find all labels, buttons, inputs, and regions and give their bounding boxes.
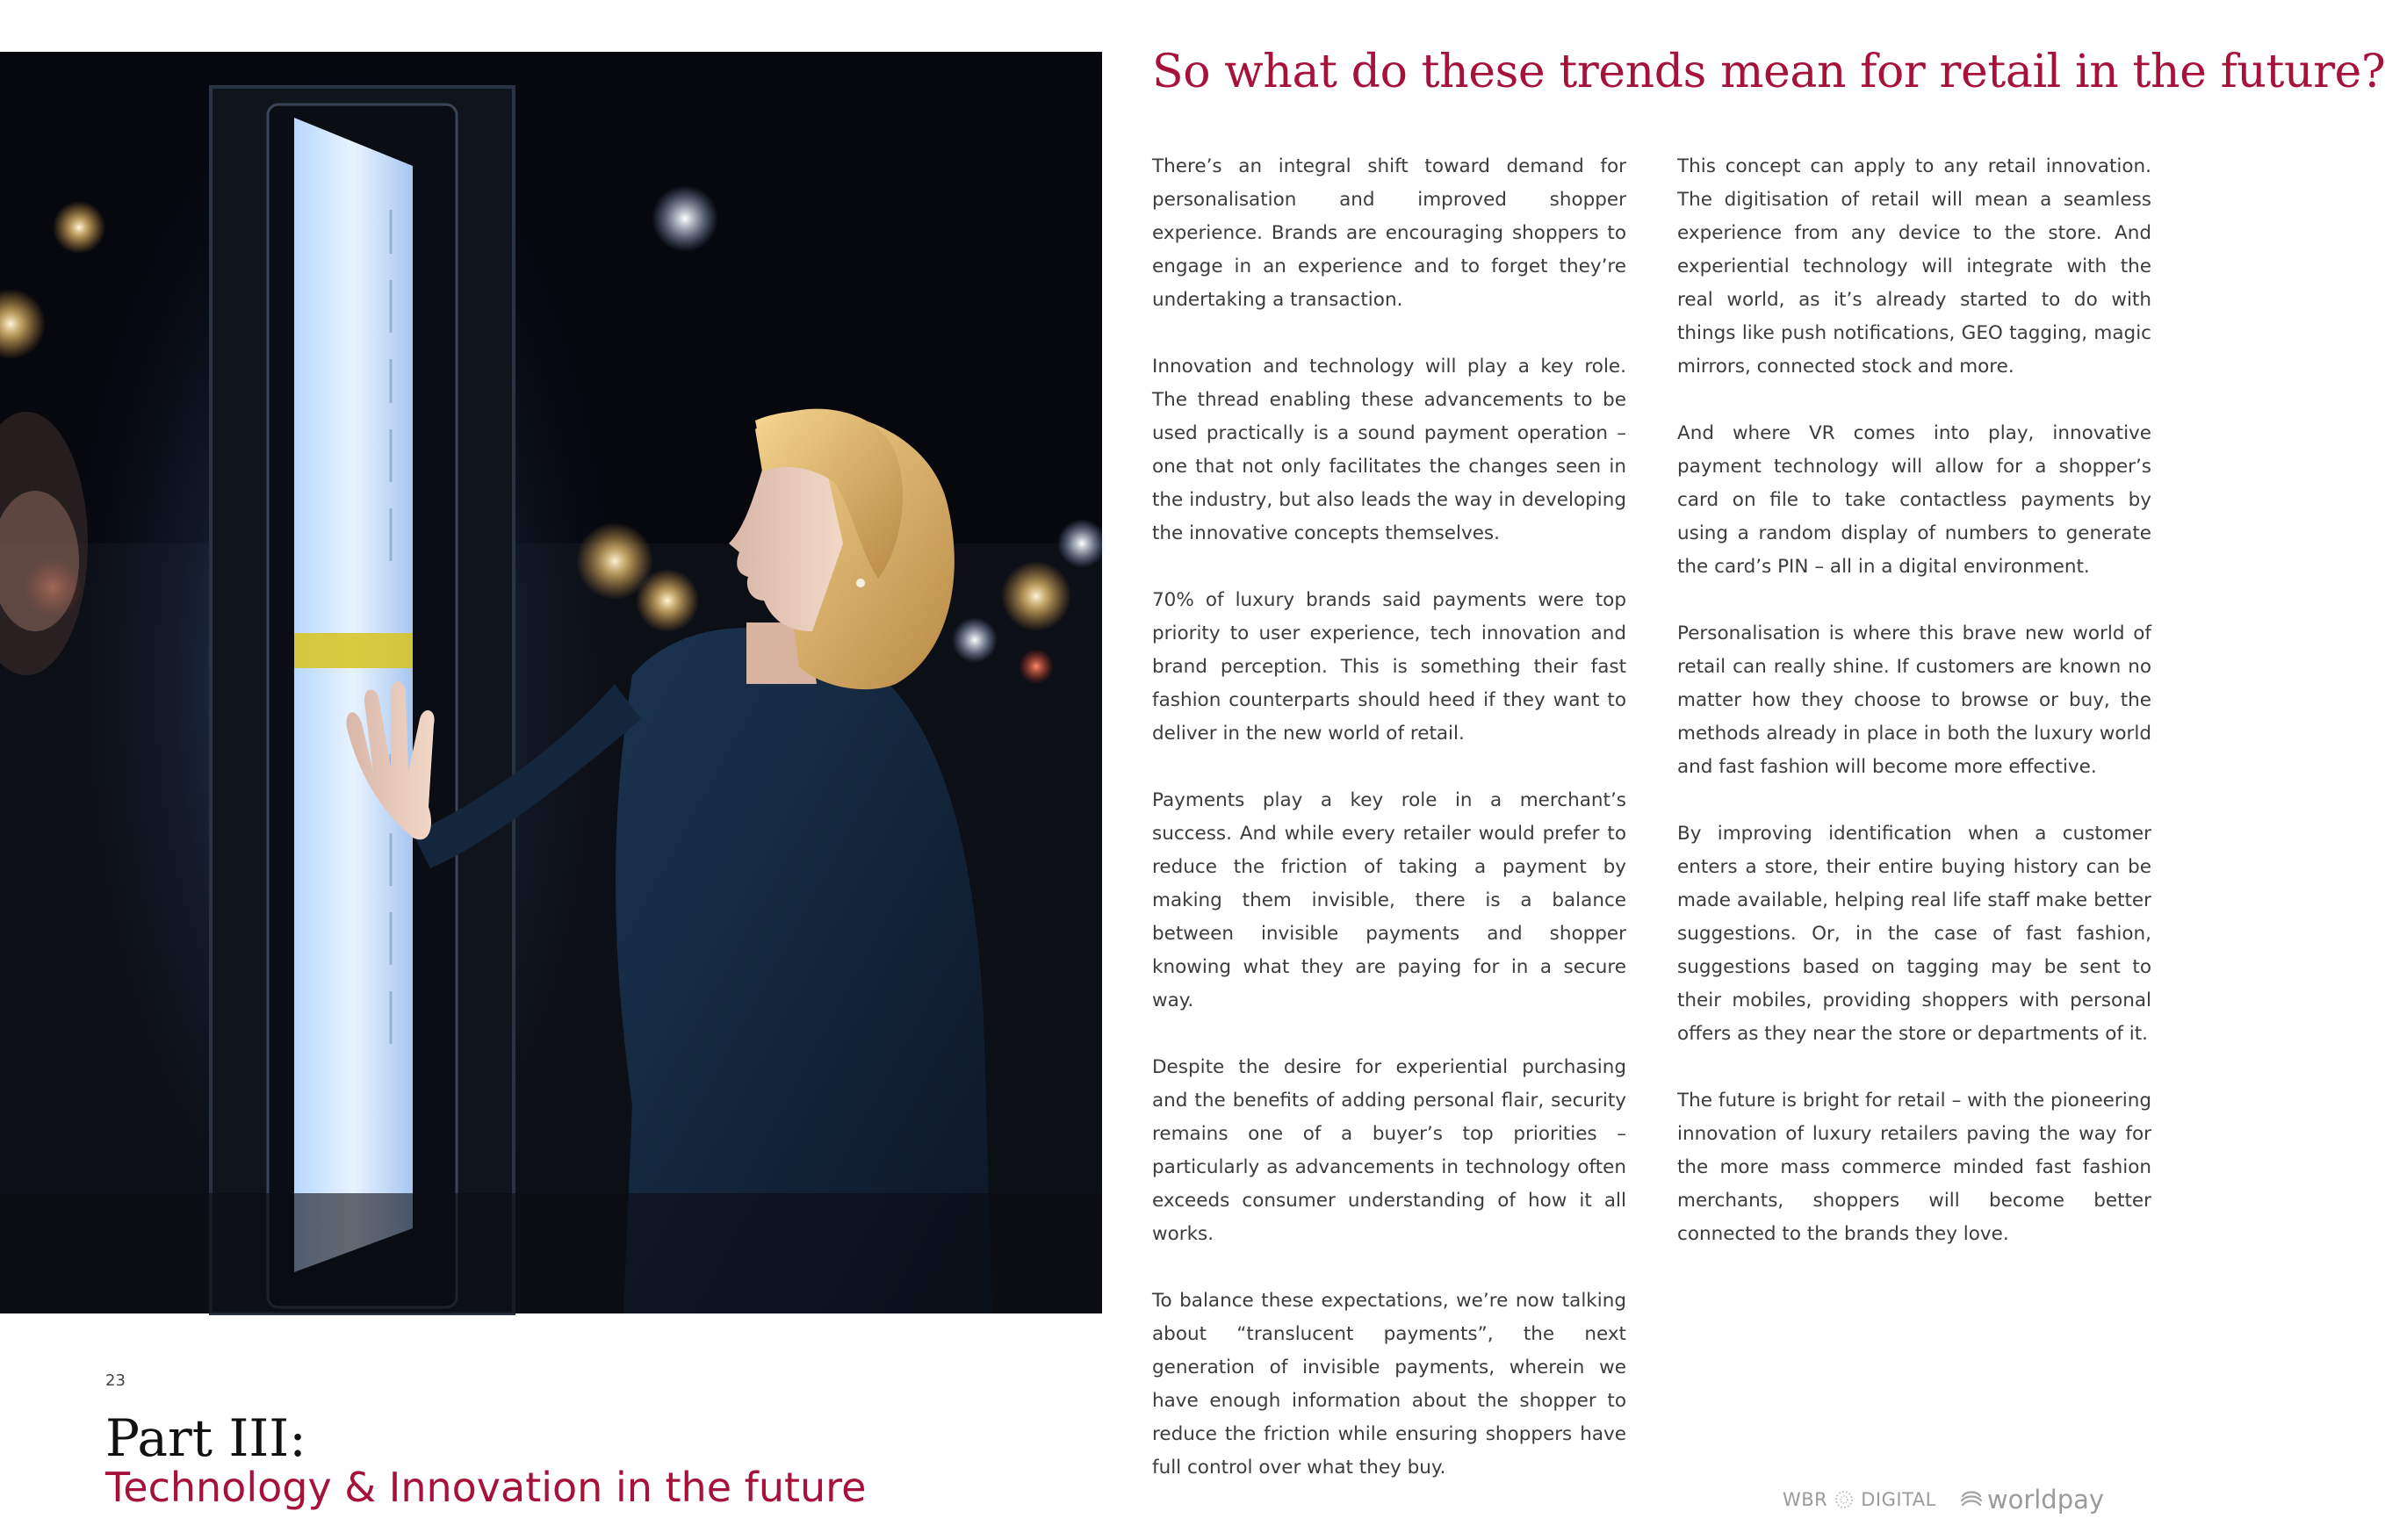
paragraph: There’s an integral shift toward demand for personalisation and improved shopper experience. Brands are encouraging shoppers to engage in an experience and to forget they’re undertaking a transaction.: [1152, 155, 1626, 311]
left-text-column: [1152, 150, 1626, 1518]
digital-text: DIGITAL: [1861, 1489, 1936, 1510]
wbr-digital-logo: [1783, 1489, 1936, 1510]
hero-photo: [0, 52, 1102, 1313]
wbr-text: WBR: [1783, 1489, 1828, 1510]
right-text-column: [1677, 150, 2151, 1285]
paragraph: Payments play a key role in a merchant’s success. And while every retailer would prefer to reduce the friction of taking a payment by making them invisible, there is a balance between invisible payments and shopper knowing what they are paying for in a secure way.: [1152, 789, 1626, 1011]
paragraph: The future is bright for retail – with the pioneering innovation of luxury retailers paving the way for the more mass commerce minded fast fashion merchants, shoppers will become better connected to the brands they love.: [1677, 1090, 2151, 1245]
paragraph: This concept can apply to any retail innovation. The digitisation of retail will mean a seamless experience from any device to the store. And experiential technology will integrate with the real world, as it’s already started to do with things like push notifications, GEO tagging, magic mirrors, connected stock and more.: [1677, 155, 2151, 378]
page-number: 23: [105, 1371, 126, 1390]
paragraph: 70% of luxury brands said payments were top priority to user experience, tech innovation and brand perception. This is something their fast fashion counterparts should heed if they want to deliver in the new world of retail.: [1152, 589, 1626, 745]
worldpay-swirl-icon: [1959, 1487, 1984, 1512]
worldpay-text: worldpay: [1986, 1485, 2105, 1515]
paragraph: And where VR comes into play, innovative payment technology will allow for a shopper’s card on file to take contactless payments by using a random display of numbers to generate the card’s PIN – all in a digital environment.: [1677, 422, 2151, 578]
paragraph: Innovation and technology will play a key role. The thread enabling these advancements to be used practically is a sound payment operation – one that not only facilitates the changes seen in the industry, but also leads the way in developing the innovative concepts themselves.: [1152, 356, 1626, 544]
paragraph: Despite the desire for experiential purchasing and the benefits of adding personal flair, security remains one of a buyer’s top priorities – particularly as advancements in technology often exceeds consumer understanding of how it all works.: [1152, 1056, 1626, 1245]
globe-icon: [1834, 1490, 1854, 1509]
paragraph: By improving identification when a customer enters a store, their entire buying history can be made available, helping real life staff make better suggestions. Or, in the case of fast fashion, suggestions based on tagging may be sent to their mobiles, providing shoppers with personal offers as they near the store or departments of it.: [1677, 823, 2151, 1045]
part-title: Part III:: [105, 1408, 306, 1468]
paragraph: Personalisation is where this brave new world of retail can really shine. If customers are known no matter how they choose to browse or buy, the methods already in place in both the luxury world and fast fashion will become more effective.: [1677, 622, 2151, 778]
paragraph: To balance these expectations, we’re now talking about “translucent payments”, the next generation of invisible payments, wherein we have enough information about the shopper to reduce the friction while ensuring shoppers have full control over what they buy.: [1152, 1290, 1626, 1479]
partner-logos: [1783, 1482, 2104, 1517]
article-headline: So what do these trends mean for retail in the future?: [1152, 46, 2385, 98]
worldpay-logo: [1959, 1485, 2104, 1515]
part-subtitle: Technology & Innovation in the future: [105, 1464, 867, 1511]
